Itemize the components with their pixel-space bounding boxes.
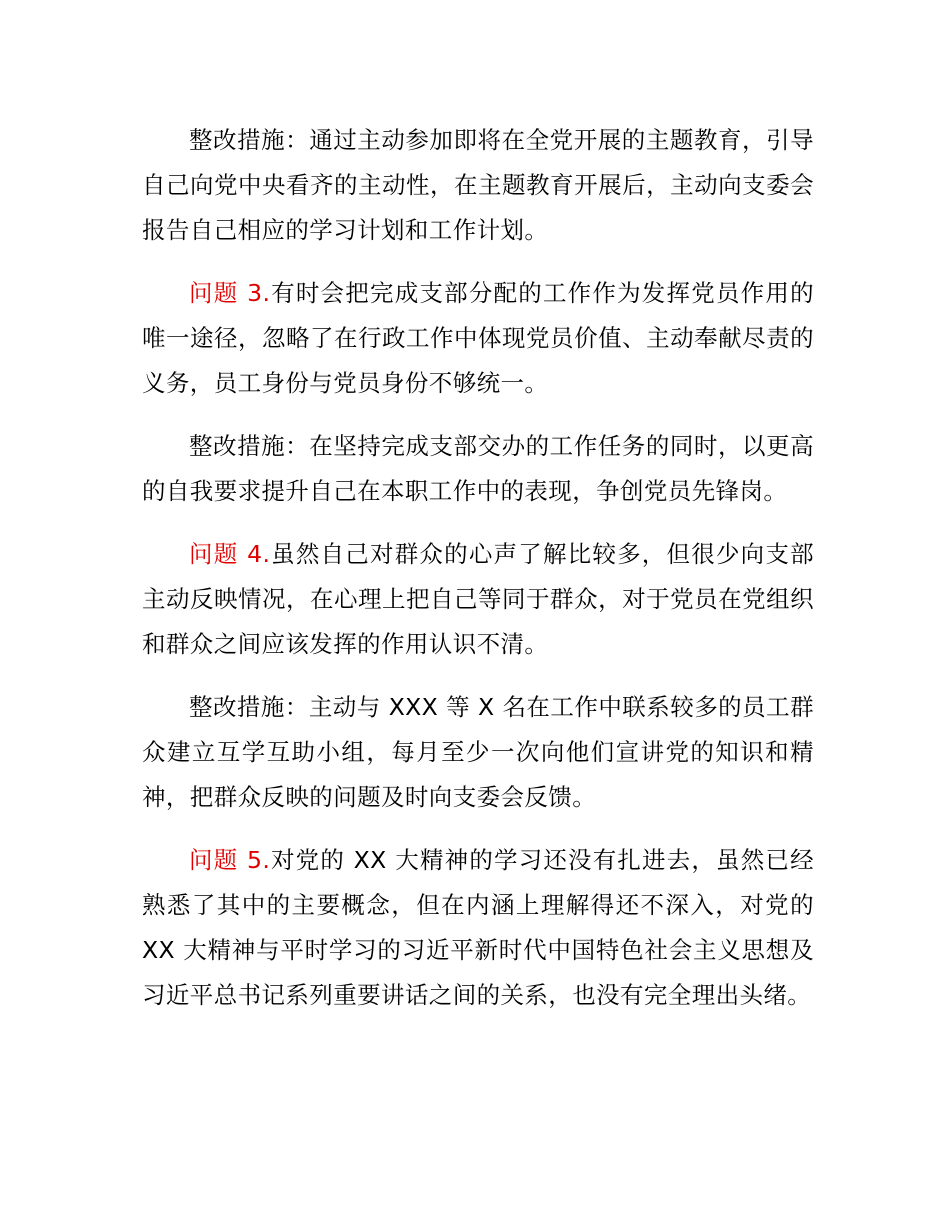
problem-label: 问题 5. [189, 846, 271, 874]
paragraph-text: 对党的 XX 大精神的学习还没有扎进去，虽然已经熟悉了其中的主要概念，但在内涵上理解得还不深入，对党的 XX 大精神与平时学习的习近平新时代中国特色社会主义思想及习近平总书记系列重要讲话之间的关系，也没有完全理出头绪。 [142, 846, 814, 1009]
rectification-paragraph [142, 118, 814, 253]
rectification-paragraph [142, 424, 814, 514]
problem-label: 问题 3. [189, 279, 271, 307]
document-body [142, 118, 814, 1036]
paragraph-text: 整改措施：主动与 XXX 等 X 名在工作中联系较多的员工群众建立互学互助小组，每月至少一次向他们宣讲党的知识和精神，把群众反映的问题及时向支委会反馈。 [142, 693, 814, 811]
paragraph-text: 虽然自己对群众的心声了解比较多，但很少向支部主动反映情况，在心理上把自己等同于群众，对于党员在党组织和群众之间应该发挥的作用认识不清。 [142, 540, 814, 658]
rectification-paragraph [142, 685, 814, 820]
problem-paragraph [142, 838, 814, 1018]
problem-label: 问题 4. [189, 540, 271, 568]
paragraph-text: 有时会把完成支部分配的工作作为发挥党员作用的唯一途径，忽略了在行政工作中体现党员价值、主动奉献尽责的义务，员工身份与党员身份不够统一。 [142, 279, 814, 397]
paragraph-text: 整改措施：通过主动参加即将在全党开展的主题教育，引导自己向党中央看齐的主动性，在主题教育开展后，主动向支委会报告自己相应的学习计划和工作计划。 [142, 126, 814, 244]
problem-paragraph [142, 532, 814, 667]
problem-paragraph [142, 271, 814, 406]
paragraph-text: 整改措施：在坚持完成支部交办的工作任务的同时，以更高的自我要求提升自己在本职工作中的表现，争创党员先锋岗。 [142, 432, 814, 505]
